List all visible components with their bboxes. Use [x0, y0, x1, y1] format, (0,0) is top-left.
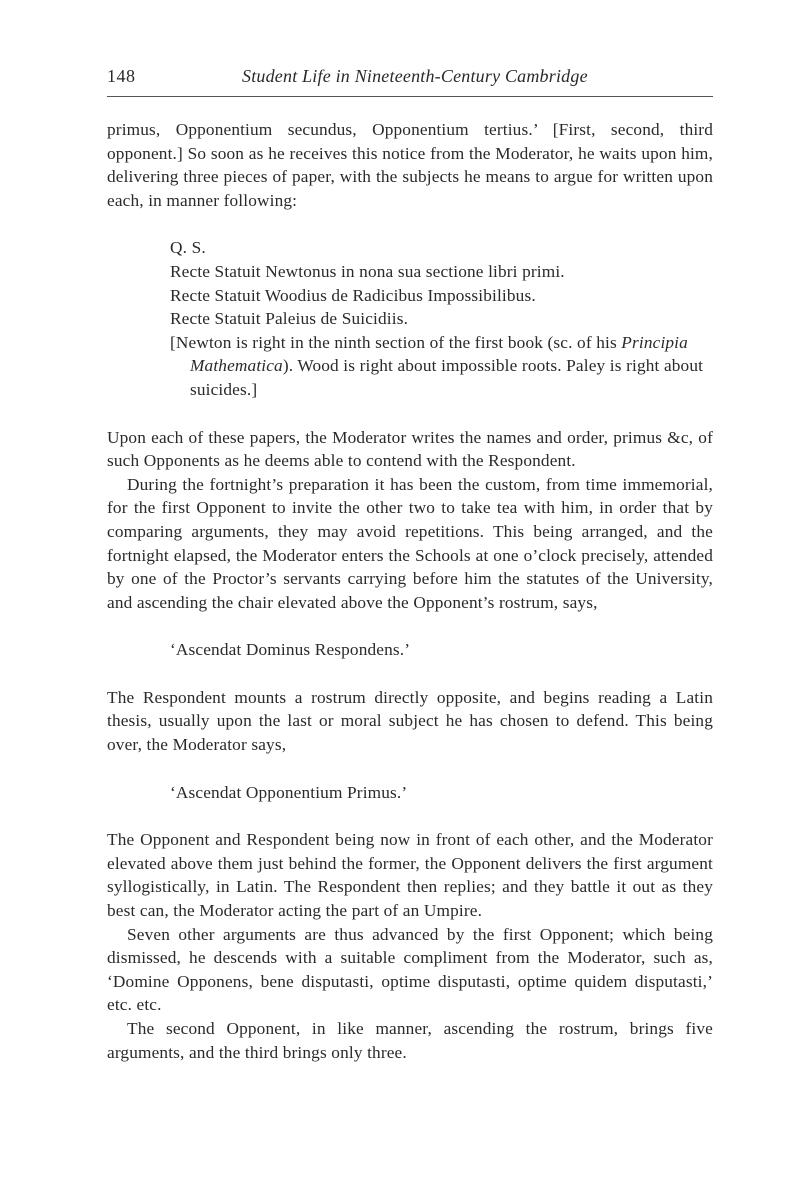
book-page [107, 66, 713, 1064]
translation-text: [Newton is right in the ninth section of the first book (sc. of his [170, 332, 622, 352]
page-number: 148 [107, 66, 136, 86]
translation-italic-title: Principia Mathematica [190, 332, 688, 376]
translation-text: ). Wood is right about impossible roots. Paley is right about suicides.] [190, 356, 704, 399]
paragraph: primus, Opponentium secundus, Opponentium tertius.’ [First, second, third opponent.] So soon as he receives this notice from the Moderator, he waits upon him, delivering three pieces of paper, with the subjects he means to argue for written upon each, in manner following: [107, 120, 713, 210]
page-header [107, 66, 713, 97]
paragraph: The Opponent and Respondent being now in front of each other, and the Moderator elevated above them just behind the former, the Opponent delivers the first argument syllogistically, in Latin. The Respondent then replies; and they battle it out as they best can, the Moderator acting the part of an Umpire. [107, 830, 713, 921]
quote-heading: Q. S. [170, 238, 206, 258]
running-title: Student Life in Nineteenth-Century Cambridge [242, 66, 588, 86]
paragraph: Upon each of these papers, the Moderator writes the names and order, primus &c, of such Opponents as he deems able to contend with the Respondent. [107, 427, 713, 471]
quote-translation [170, 331, 713, 402]
paragraph: The second Opponent, in like manner, ascending the rostrum, brings five arguments, and the third brings only three. [107, 1019, 713, 1062]
quote-line: Recte Statuit Paleius de Suicidiis. [170, 309, 409, 329]
dialogue-line: ‘Ascendat Opponentium Primus.’ [170, 782, 408, 802]
latin-questions-block [170, 236, 713, 401]
paragraph: The Respondent mounts a rostrum directly opposite, and begins reading a Latin thesis, usually upon the last or moral subject he has chosen to defend. This being over, the Moderator says, [107, 687, 713, 755]
paragraph: During the fortnight’s preparation it has been the custom, from time immemorial, for the first Opponent to invite the other two to take tea with him, in order that by comparing arguments, they may avoid repetitions. This being arranged, and the fortnight elapsed, the Moderator enters the Schools at one o’clock precisely, attended by one of the Proctor’s servants carrying before him the statutes of the University, and ascending the chair elevated above the Opponent’s rostrum, says, [107, 474, 713, 612]
body-text [107, 118, 713, 1064]
quote-line: Recte Statuit Newtonus in nona sua sectione libri primi. [170, 261, 565, 281]
paragraph: Seven other arguments are thus advanced by the first Opponent; which being dismissed, he descends with a suitable compliment from the Moderator, such as, ‘Domine Opponens, bene disputasti, optime disputasti, optime quidem disputasti,’ etc. etc. [107, 924, 713, 1015]
dialogue-line: ‘Ascendat Dominus Respondens.’ [170, 640, 411, 660]
quote-line: Recte Statuit Woodius de Radicibus Impossibilibus. [170, 285, 536, 305]
